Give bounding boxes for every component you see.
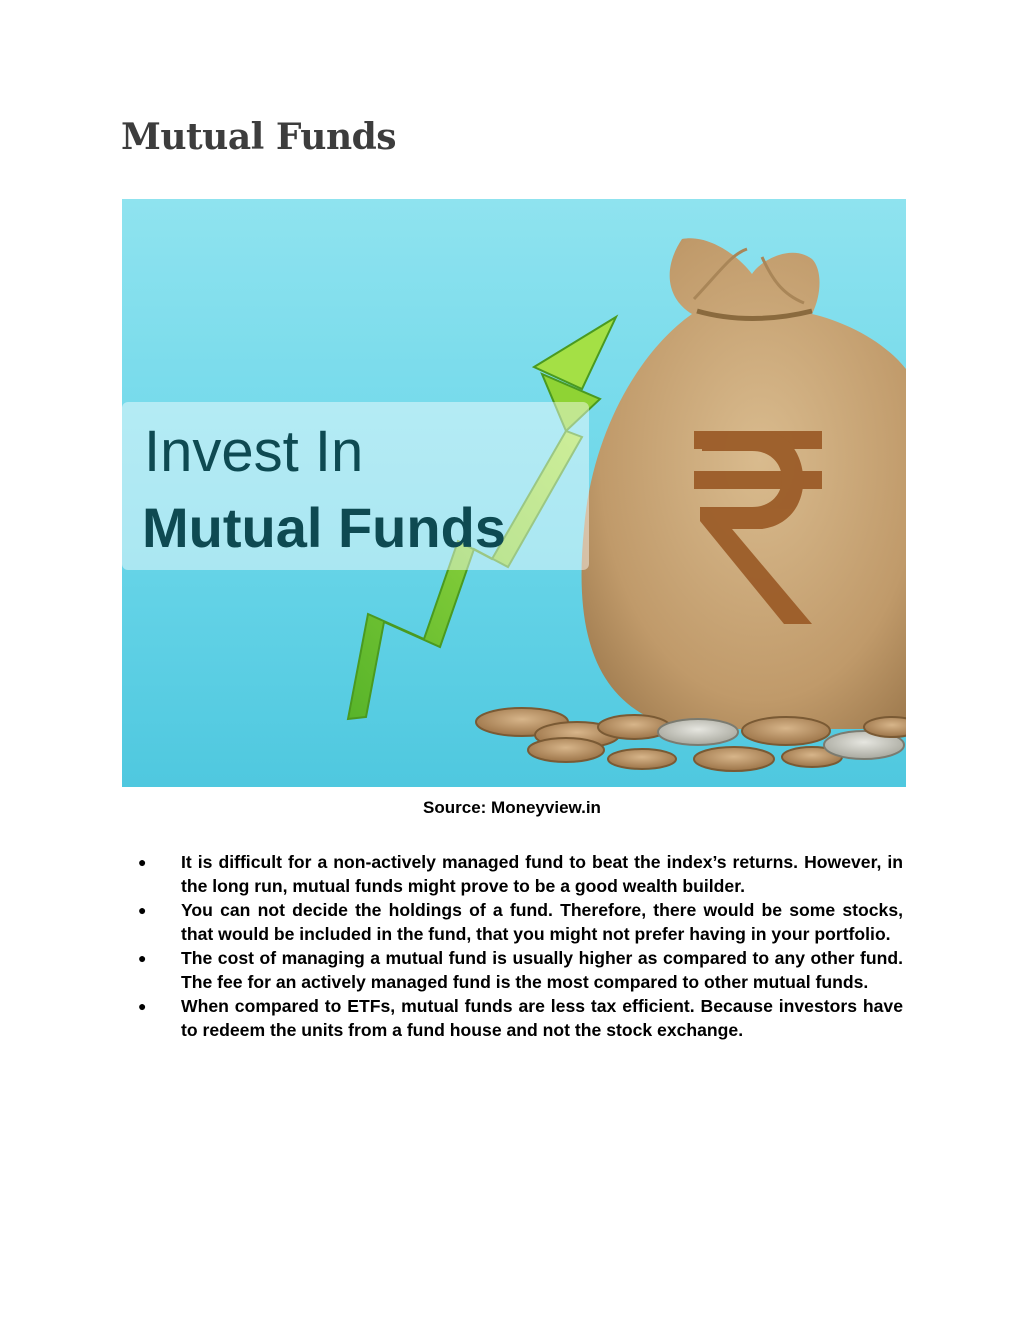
- list-item: [138, 850, 903, 898]
- bullet-icon: ●: [138, 998, 147, 1014]
- bullet-list: [138, 850, 903, 1042]
- list-item: [138, 994, 903, 1042]
- list-item: [138, 946, 903, 994]
- bullet-icon: ●: [138, 902, 147, 918]
- list-item-text: When compared to ETFs, mutual funds are less tax efficient. Because investors have to redeem the units from a fund house and not the stock exchange.: [181, 996, 903, 1040]
- list-item-text: You can not decide the holdings of a fund. Therefore, there would be some stocks, that would be included in the fund, that you might not prefer having in your portfolio.: [181, 900, 903, 944]
- hero-image: [122, 199, 906, 787]
- image-caption: Source: Moneyview.in: [423, 798, 601, 817]
- list-item-text: The cost of managing a mutual fund is usually higher as compared to any other fund. The fee for an actively managed fund is the most compared to other mutual funds.: [181, 948, 903, 992]
- headline-line1: Invest In: [144, 419, 364, 484]
- bullet-icon: ●: [138, 950, 147, 966]
- list-item-text: It is difficult for a non-actively managed fund to beat the index’s returns. However, in the long run, mutual funds might prove to be a good wealth builder.: [181, 852, 903, 896]
- list-item: [138, 898, 903, 946]
- page-title: Mutual Funds: [121, 116, 397, 158]
- bullet-icon: ●: [138, 854, 147, 870]
- headline-line2: Mutual Funds: [142, 496, 506, 559]
